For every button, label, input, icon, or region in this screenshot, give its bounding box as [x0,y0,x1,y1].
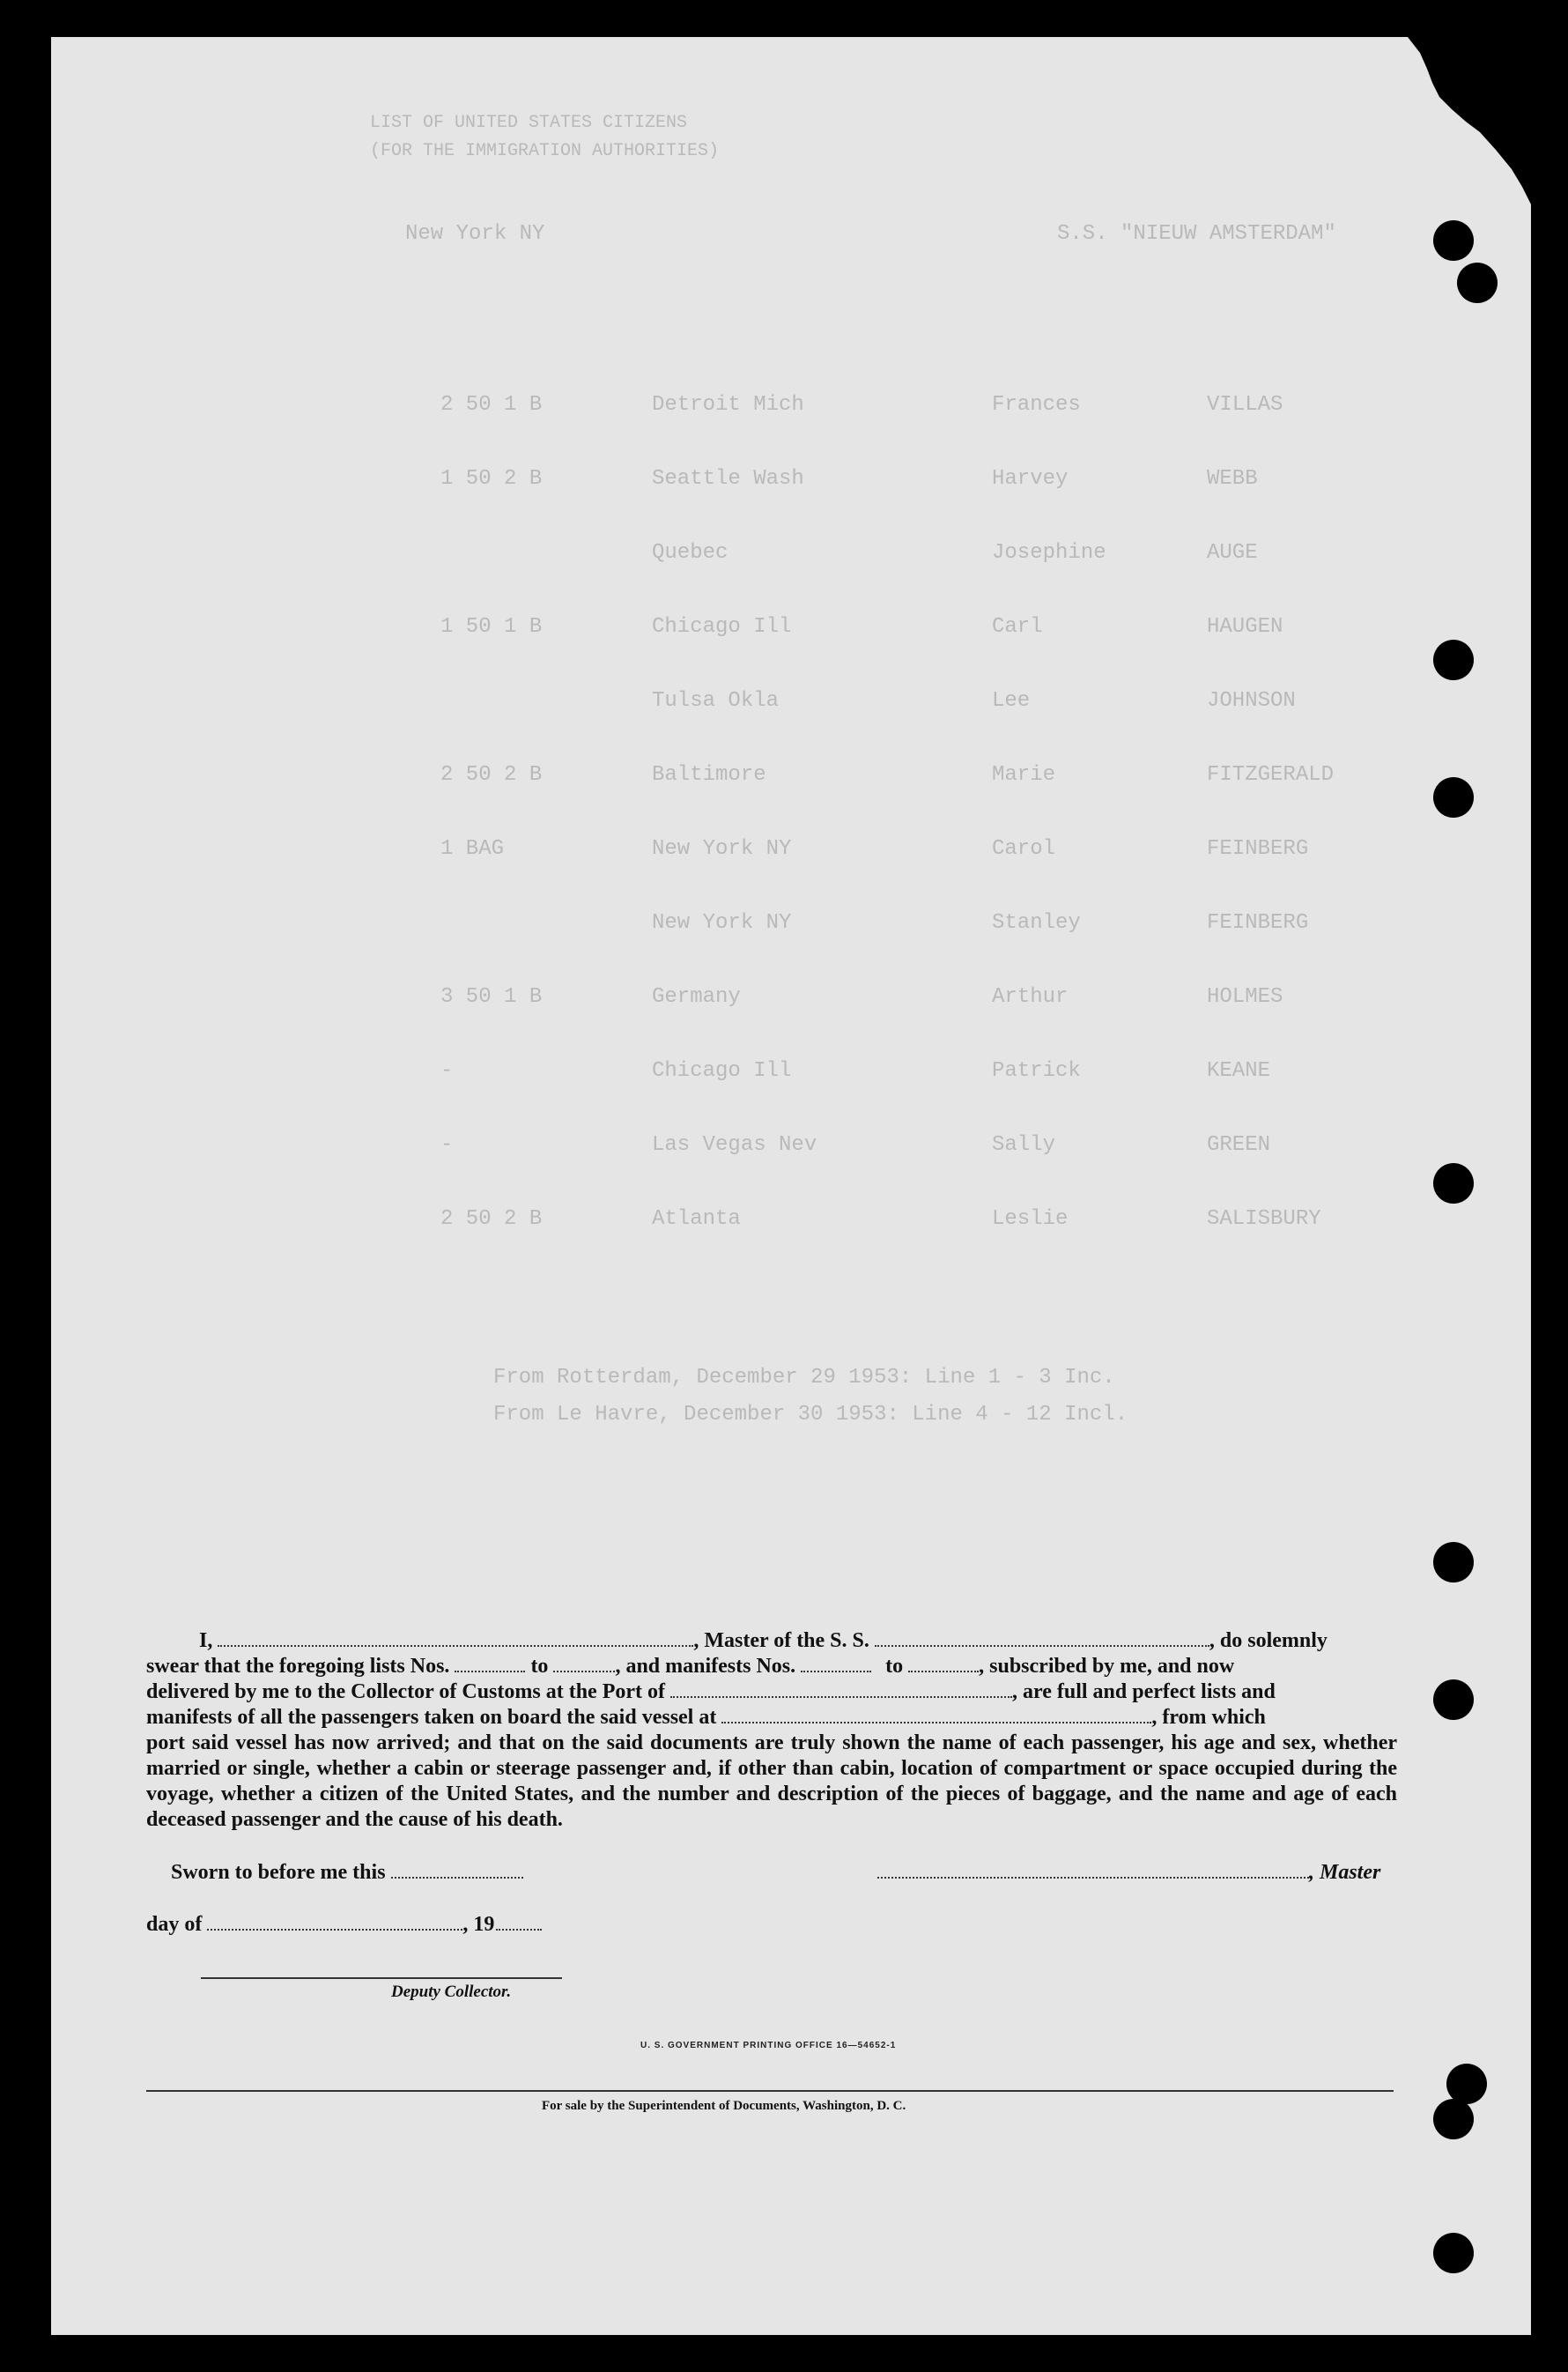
faded-remarks: 1 BAG [440,837,505,861]
oath-text: port said vessel has now arrived; and that on the said documents are truly shown the name of each passenger, his age and sex, whether married or single, whether a cabin or steerage passenger and, if other than cabin, location of compartment or space occupied during the voyage, whether a citizen of the United States, and the number and description of the pieces of baggage, and the name and age of each deceased passenger and the cause of his death. [146,1731,1397,1831]
document-sheet [51,37,1531,2335]
faded-place: New York NY [652,911,792,935]
faded-remarks: 2 50 2 B [440,1207,543,1231]
faded-footer-line: From Le Havre, December 30 1953: Line 4 - 12 Incl. [493,1403,1128,1427]
oath-text: , and manifests Nos. [615,1655,796,1678]
faded-given-name: Patrick [992,1059,1081,1083]
punch-hole [1433,2099,1474,2139]
faded-given-name: Carol [992,837,1056,861]
oath-text: , are full and perfect lists and [1011,1680,1276,1703]
faded-given-name: Arthur [992,985,1069,1009]
list-to-field[interactable] [553,1655,615,1672]
faded-place: Baltimore [652,763,766,787]
faded-remarks: 2 50 1 B [440,393,543,417]
faded-given-name: Sally [992,1133,1056,1157]
punch-hole [1433,777,1474,818]
faded-surname: HAUGEN [1207,615,1283,639]
faded-place: Tulsa Okla [652,689,780,713]
sworn-line [171,1861,523,1885]
faded-remarks: 3 50 1 B [440,985,543,1009]
footer-rule [146,2090,1394,2092]
faded-place: Las Vegas Nev [652,1133,817,1157]
manifest-to-field[interactable] [908,1655,979,1672]
master-signature-field[interactable] [877,1861,1309,1879]
punch-hole [1457,263,1498,303]
sworn-date-field[interactable] [391,1861,523,1879]
faded-footer-line: From Rotterdam, December 29 1953: Line 1 - 3 Inc. [493,1366,1115,1390]
oath-text: delivered by me to the Collector of Customs at the Port of [146,1680,665,1703]
faded-remarks: 1 50 1 B [440,615,543,639]
year-field[interactable] [496,1913,542,1931]
faded-surname: KEANE [1207,1059,1271,1083]
faded-given-name: Leslie [992,1207,1069,1231]
day-of-field[interactable] [207,1913,462,1931]
port-field[interactable] [670,1680,1012,1698]
embark-port-field[interactable] [721,1706,1151,1723]
faded-place: Quebec [652,541,729,565]
year-prefix: , 19 [462,1913,495,1936]
master-name-field[interactable] [218,1629,693,1647]
master-signature-line [877,1861,1380,1885]
oath-text: manifests of all the passengers taken on board the said vessel at [146,1706,717,1729]
for-sale-note: For sale by the Superintendent of Documents, Washington, D. C. [542,2099,906,2113]
deputy-signature-line[interactable] [201,1977,562,1979]
faded-given-name: Josephine [992,541,1106,565]
faded-place: New York NY [652,837,792,861]
punch-hole [1433,640,1474,680]
master-label: , Master [1309,1861,1381,1884]
faded-surname: FEINBERG [1207,911,1309,935]
faded-remarks: - [440,1133,454,1157]
punch-hole [1433,1542,1474,1583]
faded-header-line: (FOR THE IMMIGRATION AUTHORITIES) [370,141,720,161]
day-of-line [146,1913,542,1937]
faded-given-name: Lee [992,689,1031,713]
faded-place: Germany [652,985,741,1009]
punch-hole [1433,2233,1474,2273]
faded-surname: AUGE [1207,541,1258,565]
faded-surname: FITZGERALD [1207,763,1335,787]
oath-text: swear that the foregoing lists Nos. [146,1655,450,1678]
faded-port: New York NY [405,222,545,246]
faded-surname: HOLMES [1207,985,1283,1009]
faded-place: Seattle Wash [652,467,804,491]
oath-text: to [530,1655,549,1678]
manifest-from-field[interactable] [801,1655,871,1672]
faded-surname: SALISBURY [1207,1207,1321,1231]
gpo-imprint: U. S. GOVERNMENT PRINTING OFFICE 16—54652-1 [640,2041,897,2050]
punch-hole [1433,220,1474,261]
faded-surname: JOHNSON [1207,689,1296,713]
oath-text: , from which [1151,1706,1266,1729]
punch-hole [1433,1679,1474,1720]
deputy-collector-label: Deputy Collector. [391,1983,512,2001]
faded-surname: WEBB [1207,467,1258,491]
faded-place: Chicago Ill [652,615,792,639]
faded-given-name: Carl [992,615,1043,639]
vessel-name-field[interactable] [875,1629,1209,1647]
oath-paragraph [146,1628,1397,1833]
oath-text: , Master of the S. S. [693,1629,869,1652]
sworn-text: Sworn to before me this [171,1861,386,1884]
faded-given-name: Marie [992,763,1056,787]
faded-place: Detroit Mich [652,393,804,417]
oath-text: to [885,1655,904,1678]
faded-remarks: 1 50 2 B [440,467,543,491]
oath-text: , subscribed by me, and now [979,1655,1235,1678]
faded-surname: VILLAS [1207,393,1283,417]
faded-given-name: Harvey [992,467,1069,491]
torn-corner [1408,37,1540,213]
faded-place: Atlanta [652,1207,741,1231]
faded-remarks: - [440,1059,454,1083]
oath-text: I, [199,1629,213,1652]
faded-surname: FEINBERG [1207,837,1309,861]
day-of-text: day of [146,1913,203,1936]
list-from-field[interactable] [455,1655,525,1672]
punch-hole [1433,1163,1474,1204]
oath-text: , do solemnly [1209,1629,1328,1652]
faded-header-line: LIST OF UNITED STATES CITIZENS [370,113,688,133]
faded-given-name: Stanley [992,911,1081,935]
faded-vessel: S.S. "NIEUW AMSTERDAM" [1057,222,1336,246]
faded-remarks: 2 50 2 B [440,763,543,787]
faded-place: Chicago Ill [652,1059,792,1083]
faded-surname: GREEN [1207,1133,1271,1157]
faded-given-name: Frances [992,393,1081,417]
